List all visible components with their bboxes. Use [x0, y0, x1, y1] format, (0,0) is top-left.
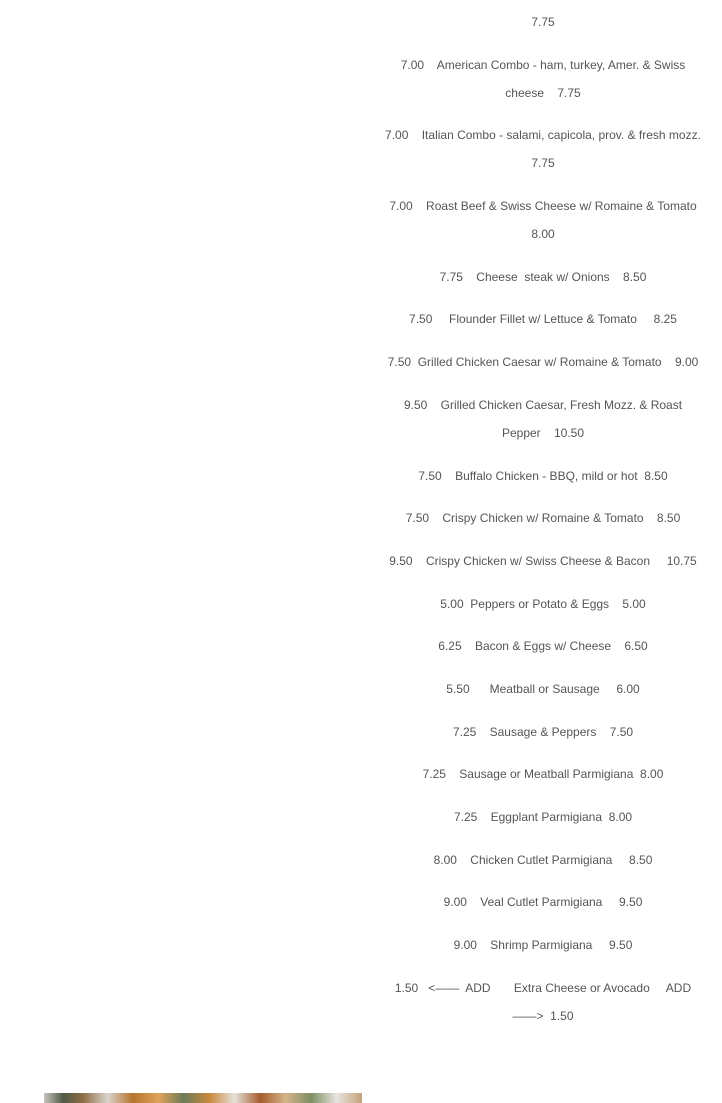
menu-price-list: [384, 0, 715, 1044]
menu-item-sausage-meatball-parm: 7.25 Sausage or Meatball Parmigiana 8.00: [422, 767, 664, 782]
menu-item-bacon-eggs: 6.25 Bacon & Eggs w/ Cheese 6.50: [438, 639, 648, 654]
menu-item-chicken-cutlet-parm: 8.00 Chicken Cutlet Parmigiana 8.50: [433, 852, 653, 867]
menu-item-eggplant-parm: 7.25 Eggplant Parmigiana 8.00: [453, 810, 633, 824]
menu-item-shrimp-parm: 9.00 Shrimp Parmigiana 9.50: [453, 938, 633, 953]
food-photo: [44, 1093, 362, 1103]
menu-item-grilled-chicken-caesar: 7.50 Grilled Chicken Caesar w/ Romaine & Tomato 9.00: [387, 355, 699, 370]
menu-item-extra-cheese-avocado: 1.50 <—— ADD Extra Cheese or Avocado ADD ——> 1.50: [394, 980, 695, 1023]
menu-item-roast-beef-swiss: 7.00 Roast Beef & Swiss Cheese w/ Romaine & Tomato 8.00: [389, 199, 710, 242]
menu-item-grilled-chicken-caesar-mozz: 9.50 Grilled Chicken Caesar, Fresh Mozz. & Roast Pepper 10.50: [403, 397, 686, 440]
menu-item-peppers-potato-eggs: 5.00 Peppers or Potato & Eggs 5.00: [440, 596, 646, 611]
menu-item-italian-combo: 7.00 Italian Combo - salami, capicola, prov. & fresh mozz. 7.75: [385, 128, 715, 171]
menu-item-veal-cutlet-parm: 9.00 Veal Cutlet Parmigiana 9.50: [443, 895, 643, 910]
menu-item-meatball-sausage: 5.50 Meatball or Sausage 6.00: [446, 681, 640, 696]
menu-item-buffalo-chicken: 7.50 Buffalo Chicken - BBQ, mild or hot 8.50: [418, 468, 668, 483]
menu-item-crispy-chicken: 7.50 Crispy Chicken w/ Romaine & Tomato 8.50: [405, 511, 681, 526]
menu-item-crispy-chicken-bacon: 9.50 Crispy Chicken w/ Swiss Cheese & Bacon 10.75: [389, 553, 697, 568]
menu-item-flounder-fillet: 7.50 Flounder Fillet w/ Lettuce & Tomato 8.25: [409, 312, 677, 327]
menu-item-cheese-steak: 7.75 Cheese steak w/ Onions 8.50: [439, 269, 647, 284]
menu-item-ham-american: 7.75: [531, 15, 555, 29]
menu-item-sausage-peppers: 7.25 Sausage & Peppers 7.50: [452, 724, 634, 739]
menu-item-american-combo: 7.00 American Combo - ham, turkey, Amer. & Swiss cheese 7.75: [400, 57, 689, 100]
